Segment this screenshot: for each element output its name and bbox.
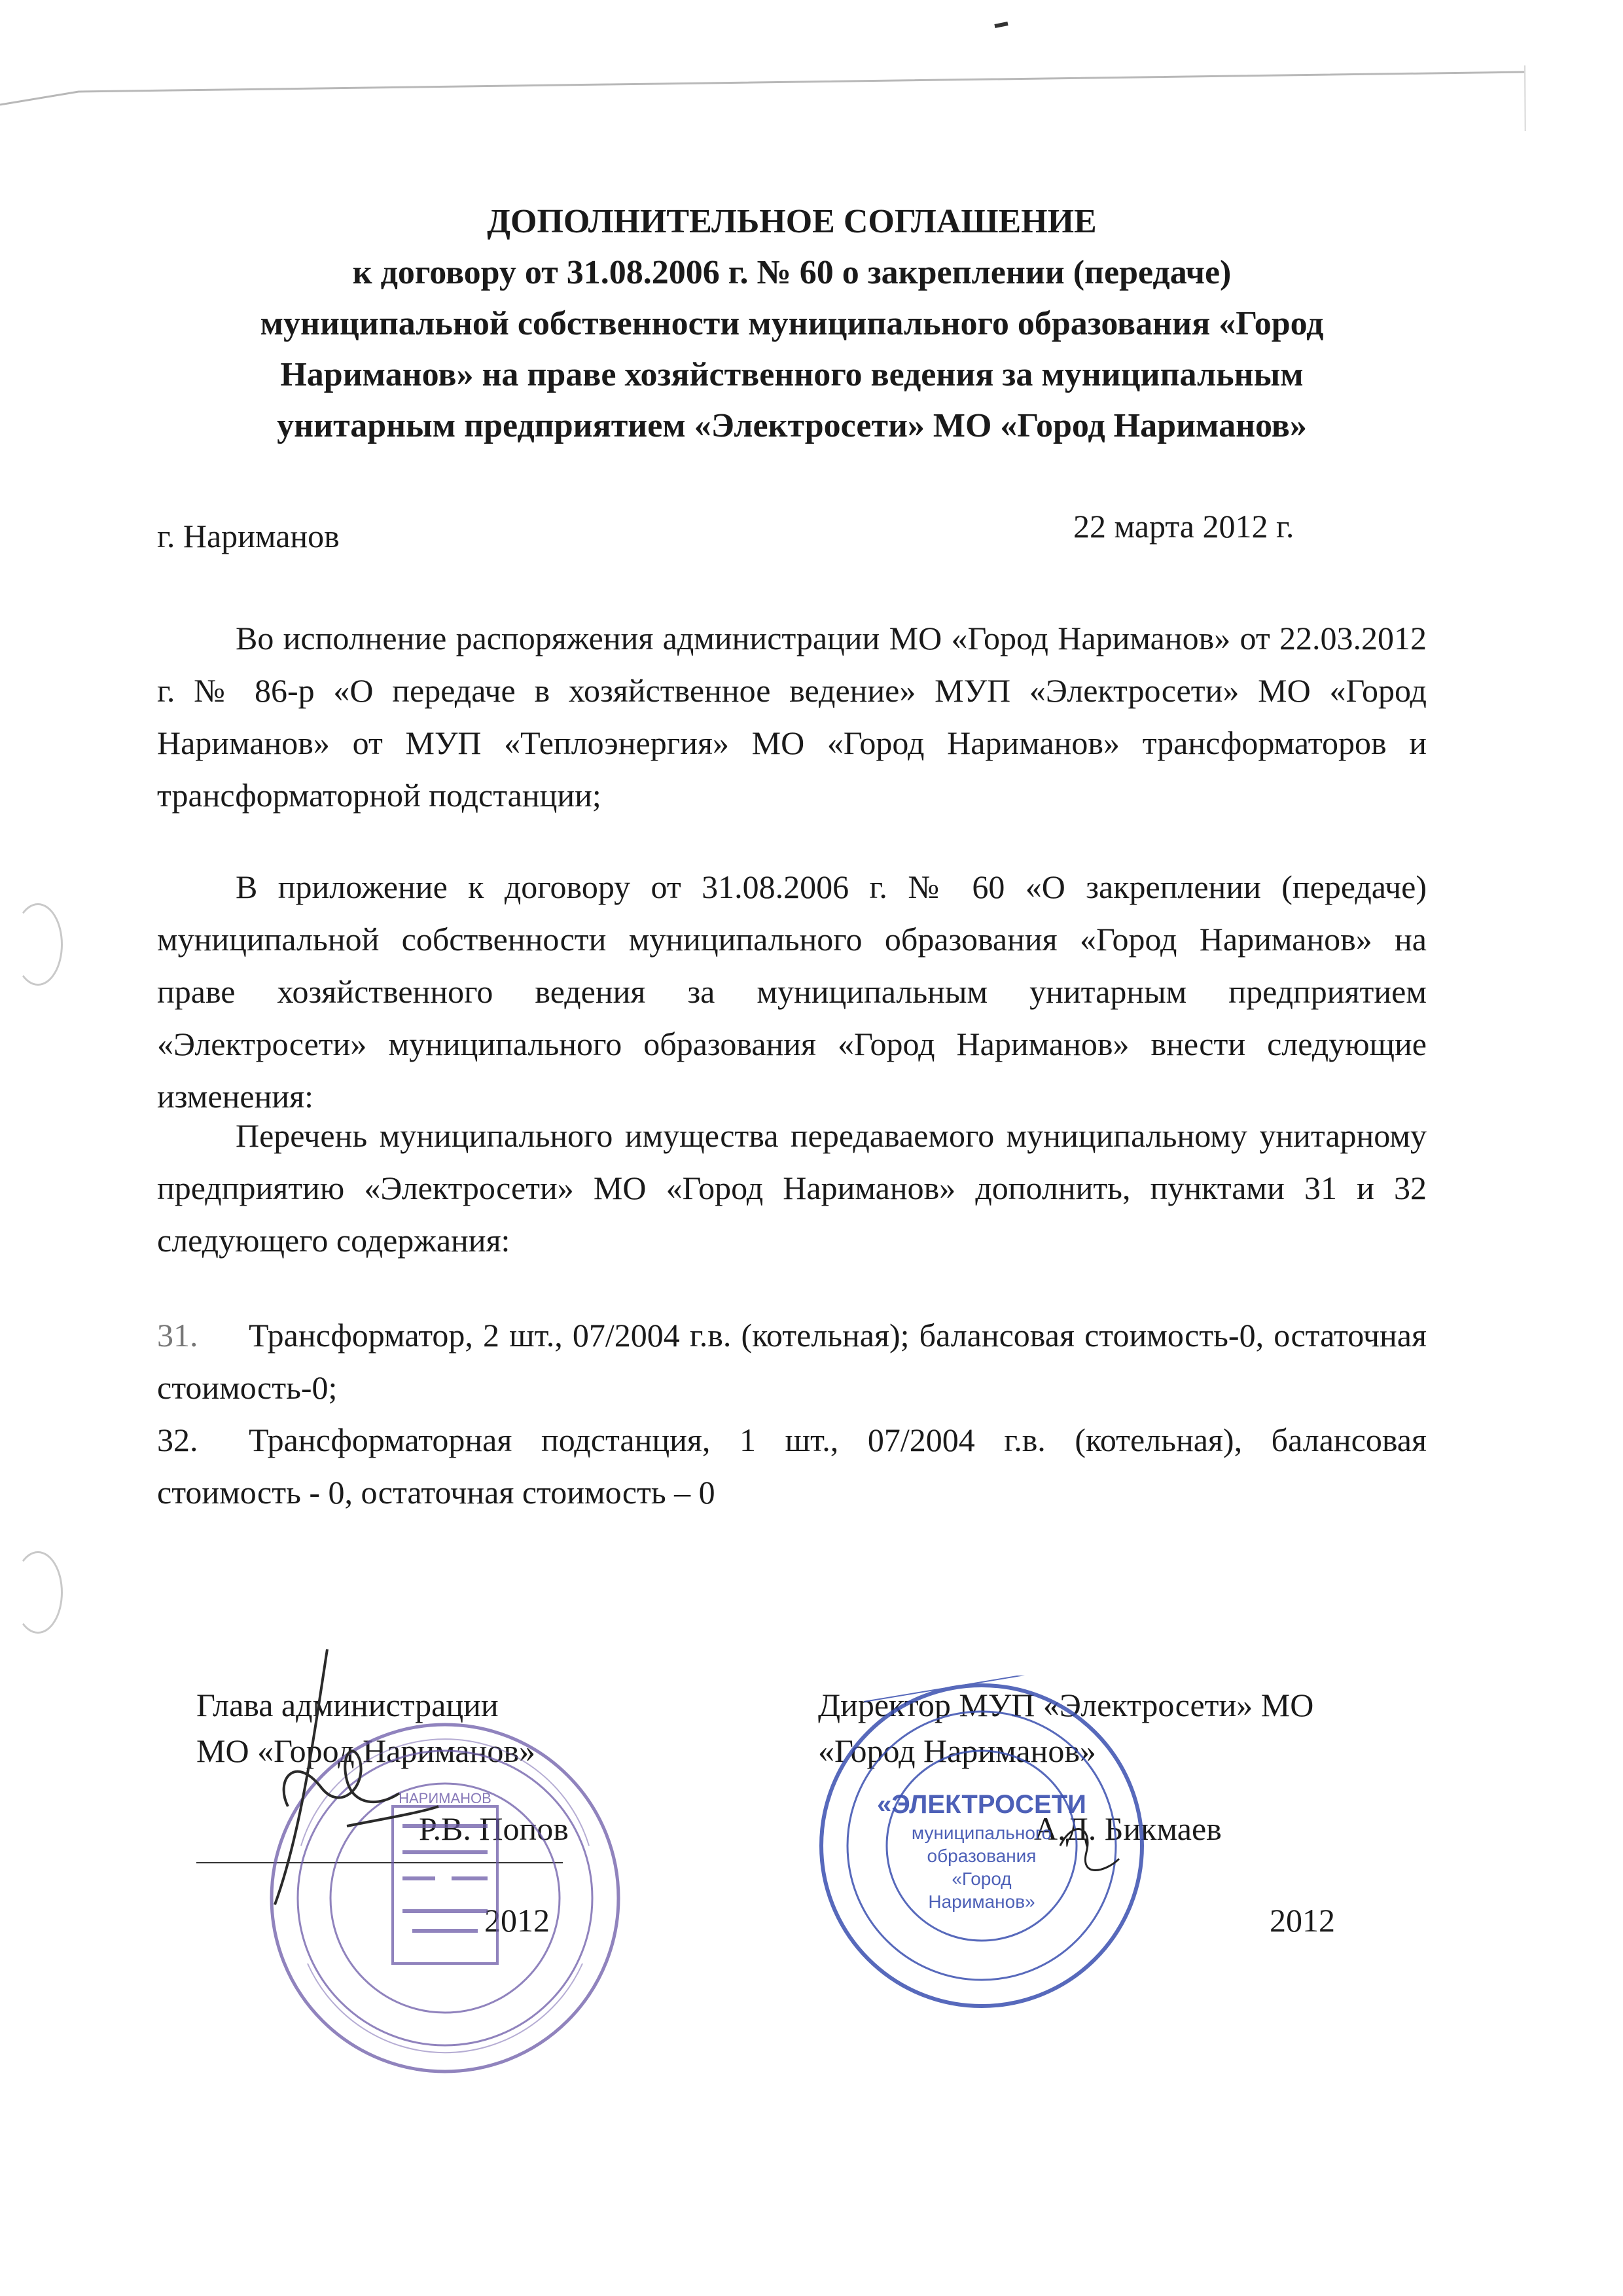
list-item-31	[157, 1309, 1427, 1414]
seal-right-line-4: «Город	[952, 1869, 1012, 1889]
signer-position-left-2: МО «Город Нариманов»	[196, 1732, 535, 1769]
signature-year-right: 2012	[1270, 1902, 1335, 1939]
electroseti-seal	[812, 1676, 1152, 2016]
title-line-4: Нариманов» на праве хозяйственного ведения за муниципальным	[280, 356, 1304, 393]
seal-right-line-3: образования	[927, 1846, 1037, 1866]
seal-left-center-text: НАРИМАНОВ	[399, 1790, 491, 1806]
list-item-32	[157, 1414, 1427, 1518]
signature-left-handwritten	[249, 1636, 445, 1911]
list-item-text: Трансформаторная подстанция, 1 шт., 07/2004 г.в. (котельная), балансовая стоимость - 0, остаточная стоимость – 0	[157, 1422, 1427, 1511]
signer-name-right: А.Д. Бикмаев	[1034, 1810, 1222, 1847]
seal-right-line-2: муниципального	[911, 1823, 1052, 1843]
signature-right-handwritten	[1060, 1829, 1119, 1871]
paragraph-list-addition: Перечень муниципального имущества передаваемого муниципальному унитарному предприятию «Электросети» МО «Город Нариманов» дополнить, пунктами 31 и 32 следующего содержания:	[157, 1117, 1427, 1259]
list-item-number: 32.	[157, 1422, 198, 1458]
punch-hole-bottom	[13, 1551, 63, 1634]
list-item-number: 31.	[157, 1317, 198, 1354]
title-line-1: ДОПОЛНИТЕЛЬНОЕ СОГЛАШЕНИЕ	[487, 203, 1097, 240]
title-line-5: унитарным предприятием «Электросети» МО «Город Нариманов»	[277, 407, 1307, 444]
signer-position-right-2: «Город Нариманов»	[818, 1732, 1096, 1769]
signer-position-left-1: Глава администрации	[196, 1687, 499, 1723]
seal-right-line-1: «ЭЛЕКТРОСЕТИ	[877, 1790, 1086, 1819]
signer-name-left: Р.В. Попов	[419, 1810, 569, 1847]
signature-year-left: 2012	[484, 1902, 550, 1939]
document-date: 22 марта 2012 г.	[1073, 508, 1294, 545]
punch-hole-top	[13, 903, 63, 986]
title-line-3: муниципальной собственности муниципального образования «Город	[260, 305, 1324, 342]
seal-right-line-5: Нариманов»	[928, 1892, 1035, 1912]
scan-edge-shadow	[0, 0, 1623, 131]
list-item-text: Трансформатор, 2 шт., 07/2004 г.в. (котельная); балансовая стоимость-0, остаточная стоимость-0;	[157, 1317, 1427, 1406]
title-line-2: к договору от 31.08.2006 г. № 60 о закреплении (передаче)	[352, 254, 1232, 291]
signer-position-right-1: Директор МУП «Электросети» МО	[818, 1687, 1314, 1723]
paragraph-order: Во исполнение распоряжения администрации МО «Город Нариманов» от 22.03.2012 г. № 86-р «О передаче в хозяйственное ведение» МУП «Электросети» МО «Город Нариманов» от МУП «Теплоэнергия» МО «Город Нариманов» трансформаторов и трансформаторной подстанции;	[157, 620, 1427, 814]
document-place: г. Нариманов	[157, 518, 340, 554]
document-title	[170, 196, 1414, 452]
paragraph-amendment: В приложение к договору от 31.08.2006 г. № 60 «О закреплении (передаче) муниципальной собственности муниципального образования «Город Нариманов» на праве хозяйственного ведения за муниципальным унитарным предприятием «Электросети» муниципального образования «Город Нариманов» внести следующие изменения:	[157, 869, 1427, 1115]
